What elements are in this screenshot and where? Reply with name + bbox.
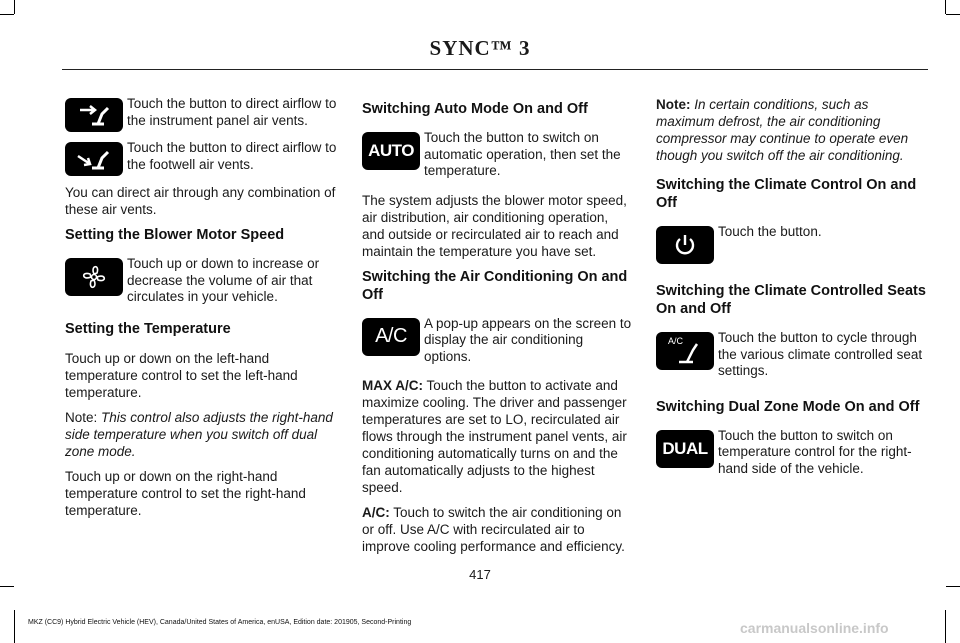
temp-right-text: Touch up or down on the right-hand temperature control to set the right-hand temperature. [65,468,306,518]
airflow-footwell-row [65,140,340,176]
combination-text: You can direct air through any combination of these air vents. [65,185,336,217]
max-ac-paragraph [362,377,632,496]
dual-row [656,428,928,478]
header-divider [62,69,928,70]
seats-heading: Switching the Climate Controlled Seats On and Off [656,283,926,317]
crop-mark [0,14,14,15]
footer-text: MKZ (CC9) Hybrid Electric Vehicle (HEV), Canada/United States of America, enUSA, Edition date: 201905, Second-Printing [28,619,412,626]
max-ac-text: Touch the button to activate and maximize cooling. The driver and passenger temperatures are set to LO, recirculated air flows through the instrument panel vents, air conditioning automatically turns on and the fan automatically adjusts to the highest speed. [362,378,627,495]
crop-mark [945,610,946,643]
temperature-heading: Setting the Temperature [65,320,231,337]
crop-mark [14,0,15,14]
note-paragraph [65,409,340,460]
blower-text: Touch up or down to increase or decrease the volume of air that circulates in your vehicle. [127,256,320,304]
climate-row [656,224,928,264]
temp-left-text: Touch up or down on the left-hand temperature control to set the left-hand temperature. [65,350,298,400]
auto-row [362,130,632,180]
column-middle [362,96,632,563]
crop-mark [946,14,960,15]
note-label-right: Note: [656,97,691,112]
footwell-airflow-icon [65,142,123,176]
dual-heading: Switching Dual Zone Mode On and Off [656,398,920,415]
note-text-right: In certain conditions, such as maximum defrost, the air conditioning compressor may continue to operate even though you switch off the air conditioning. [656,97,909,163]
climate-text: Touch the button. [718,224,822,239]
seats-row [656,330,928,380]
crop-mark [0,586,14,587]
ac-paragraph [362,504,632,555]
airflow-footwell-text: Touch the button to direct airflow to the footwell air vents. [127,140,337,172]
note-label: Note: [65,409,98,425]
ac-text: A pop-up appears on the screen to display the air conditioning options. [424,315,632,364]
auto-description: The system adjusts the blower motor speed, air distribution, air conditioning operation, and outside or recirculated air to reach and maintain the temperature you have set. [362,192,627,259]
dual-text: Touch the button to switch on temperature control for the right-hand side of the vehicle. [718,427,912,476]
auto-text: Touch the button to switch on automatic operation, then set the temperature. [424,130,621,178]
climate-heading: Switching the Climate Control On and Off [656,177,917,211]
airflow-instrument-text: Touch the button to direct airflow to the instrument panel air vents. [127,96,337,128]
instrument-panel-airflow-icon [65,98,123,132]
blower-row [65,256,340,306]
ac-description: Touch to switch the air conditioning on or off. Use A/C with recirculated air to improve cooling performance and efficiency. [362,505,625,554]
blower-heading: Setting the Blower Motor Speed [65,227,285,243]
ac-label: A/C: [362,505,390,520]
auto-heading: Switching Auto Mode On and Off [362,101,588,117]
ac-row [362,316,632,366]
climate-seat-icon-label: A/C [668,336,684,346]
max-ac-label: MAX A/C: [362,378,423,393]
seats-text: Touch the button to cycle through the various climate controlled seat settings. [718,330,923,378]
power-icon [656,226,714,264]
page-title: SYNC™ 3 [429,36,531,60]
climate-seat-icon [656,332,714,370]
watermark: carmanualsonline.info [740,620,889,636]
column-left [65,96,340,527]
crop-mark [946,586,960,587]
ac-heading: Switching the Air Conditioning On and Off [362,268,628,303]
auto-button-icon: AUTO [362,132,420,170]
crop-mark [945,0,946,14]
airflow-instrument-row [65,96,340,132]
note-paragraph-right [656,96,928,164]
note-text: This control also adjusts the right-hand side temperature when you switch off dual zone mode. [65,409,333,459]
column-right [656,96,928,485]
ac-button-icon: A/C [362,318,420,356]
crop-mark [14,610,15,643]
fan-icon [65,258,123,296]
dual-button-icon: DUAL [656,430,714,468]
page-number: 417 [469,567,491,582]
